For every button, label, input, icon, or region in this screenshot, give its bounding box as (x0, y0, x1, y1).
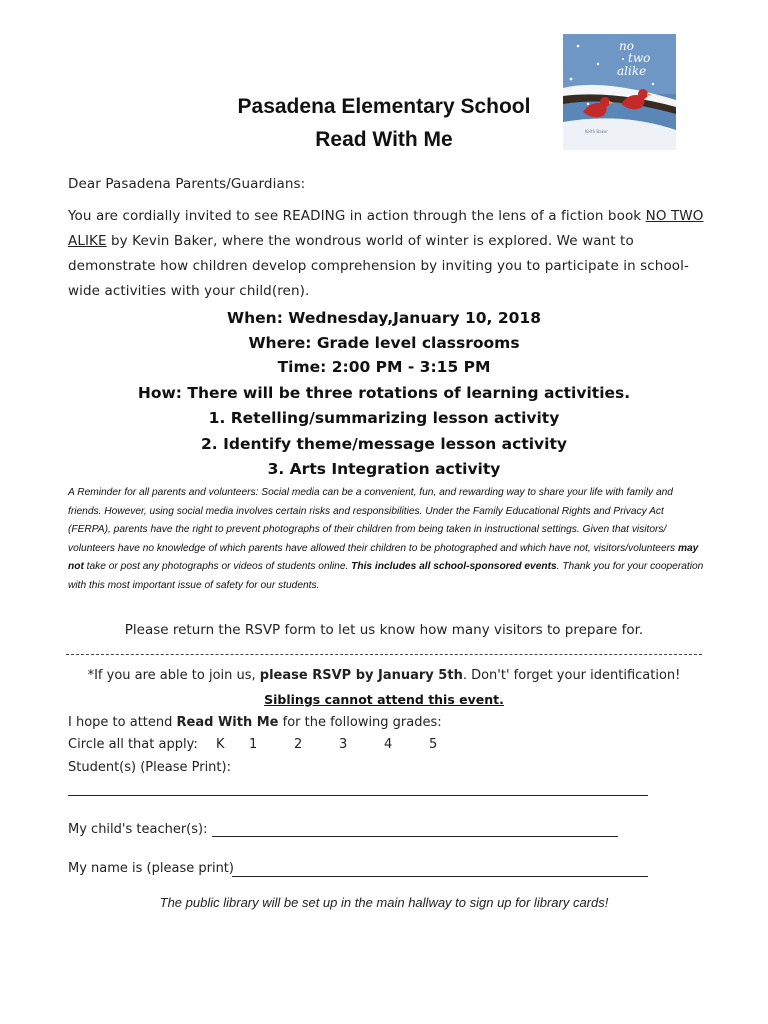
rsvp-text-2: . Don't' forget your identification! (462, 668, 681, 683)
salutation: Dear Pasadena Parents/Guardians: (68, 176, 306, 192)
rsvp-deadline: please RSVP by January 5th (259, 668, 463, 683)
school-name: Pasadena Elementary School (237, 95, 531, 118)
grade-option-k[interactable]: K (216, 737, 225, 752)
rsvp-instruction (0, 668, 768, 683)
grade-option-4[interactable]: 4 (384, 737, 393, 752)
activity-item: 1. Retelling/summarizing lesson activity (208, 409, 560, 427)
activity-item: 3. Arts Integration activity (267, 460, 501, 478)
teacher-label: My child's teacher(s): (68, 822, 208, 837)
event-how: How: There will be three rotations of learning activities. (137, 384, 631, 402)
reminder-events: This includes all school-sponsored events (351, 561, 557, 573)
rsvp-request: Please return the RSVP form to let us know how many visitors to prepare for. (124, 622, 644, 638)
attend-program: Read With Me (176, 715, 279, 730)
grade-option-3[interactable]: 3 (339, 737, 348, 752)
attend-text-1: I hope to attend (68, 715, 177, 730)
students-label: Student(s) (Please Print): (68, 760, 231, 775)
grade-option-2[interactable]: 2 (294, 737, 303, 752)
program-name: Read With Me (315, 128, 453, 151)
library-notice: The public library will be set up in the main hallway to sign up for library cards! (159, 895, 609, 910)
invitation-paragraph (68, 204, 708, 304)
activity-item: 2. Identify theme/message lesson activity (201, 435, 567, 453)
name-input-line[interactable] (232, 876, 648, 877)
reminder-may-not: may not (68, 542, 699, 573)
attend-text-2: for the following grades: (278, 715, 442, 730)
event-when: When: Wednesday,January 10, 2018 (227, 309, 541, 327)
event-where: Where: Grade level classrooms (248, 334, 520, 352)
rsvp-text-1: *If you are able to join us, (87, 668, 260, 683)
cut-line (66, 654, 702, 655)
teacher-input-line[interactable] (212, 836, 618, 837)
circle-label: Circle all that apply: (68, 737, 198, 752)
reminder-text-1: A Reminder for all parents and volunteers: Social media can be a convenient, fun, and rewarding way to share your life with family and friends. However, using social media involves certain risks and responsibilities. Under the Family Educational Rights and Privacy Act (FERPA), parents have the right to prevent photographs of their children from being taken in instructional settings. Given that visitors/ volunteers have no knowledge of which parents have allowed their children to be photographed and which have not, visitors/volunteers (68, 487, 678, 554)
cover-author: Keith Baker (585, 129, 608, 134)
name-label: My name is (please print) (68, 861, 234, 876)
book-title: NO TWO ALIKE (68, 208, 704, 249)
reminder-text-3: . Thank you for your cooperation with this most important issue of safety for our students. (68, 561, 704, 591)
invitation-text-1: You are cordially invited to see READING in action through the lens of a fiction book (68, 208, 646, 224)
reminder-text-2: take or post any photographs or videos of students online. (83, 561, 352, 573)
students-input-line[interactable] (68, 795, 648, 796)
cover-title-line-1: no (619, 39, 634, 53)
cover-title-line-3: alike (617, 64, 647, 78)
grade-option-1[interactable]: 1 (249, 737, 258, 752)
social-media-reminder (68, 484, 708, 596)
cover-title-line-2: two (628, 51, 651, 65)
siblings-notice: Siblings cannot attend this event. (264, 692, 504, 707)
event-time: Time: 2:00 PM - 3:15 PM (277, 358, 491, 376)
grade-option-5[interactable]: 5 (429, 737, 438, 752)
attend-statement (68, 715, 442, 730)
invitation-text-2: by Kevin Baker, where the wondrous world of winter is explored. We want to demonstrate how children develop comprehension by inviting you to participate in school-wide activities with your child(ren). (68, 233, 689, 299)
